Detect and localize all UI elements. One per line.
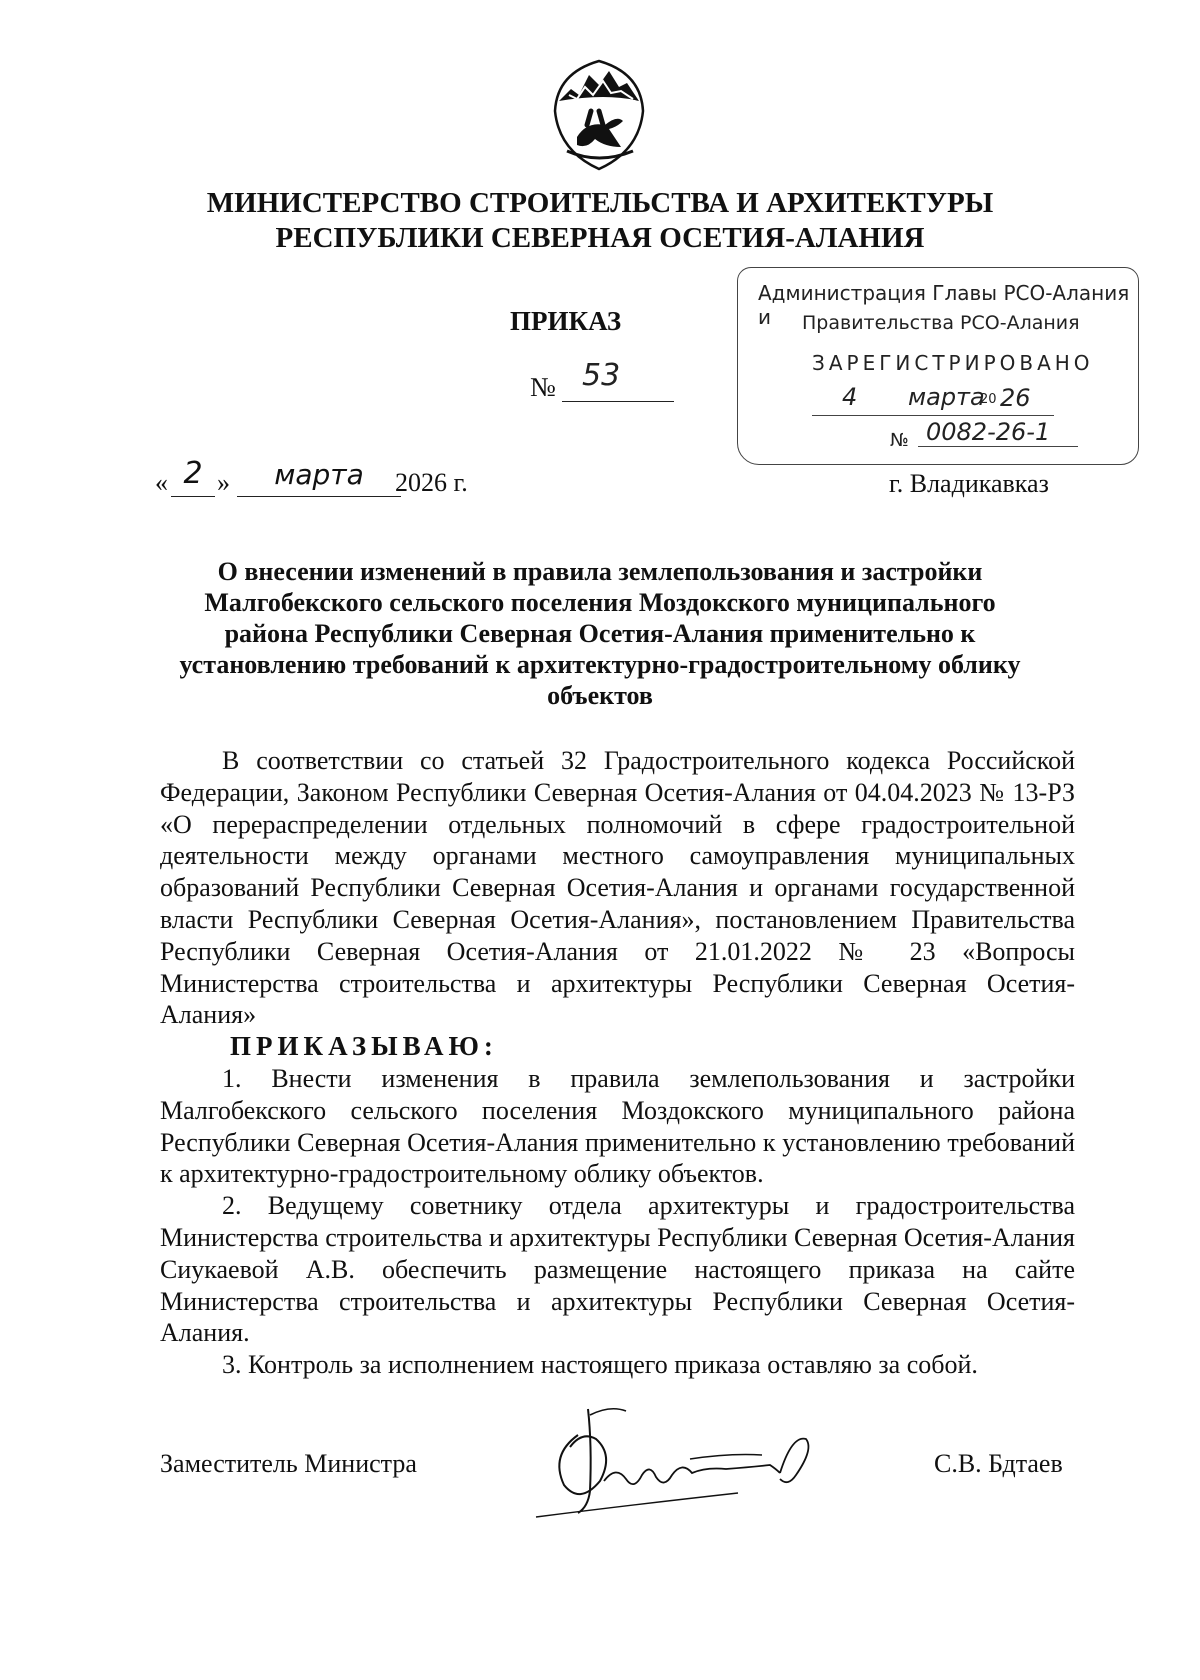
stamp-date	[812, 383, 1054, 416]
stamp-date-year-suffix: 26	[1000, 384, 1031, 412]
emblem-icon	[547, 55, 651, 173]
orders-word: ПРИКАЗЫВАЮ:	[230, 1031, 498, 1062]
stamp-line-1: Администрация Главы РСО-Алания и	[758, 281, 1130, 329]
handwritten-signature	[530, 1395, 860, 1525]
stamp-date-month: марта	[908, 383, 985, 411]
registration-stamp	[737, 267, 1139, 465]
ministry-header	[160, 186, 1040, 256]
subject-line-3: района Республики Северная Осетия-Алания применительно к	[224, 619, 976, 648]
order-item-1: 1. Внести изменения в правила землепользования и застройки Малгобекского сельского поселения Моздокского муниципального района Республики Северная Осетия-Алания применительно к установлению требований к архитектурно-градостроительному облику объектов.	[160, 1063, 1075, 1189]
date-close-quote: »	[217, 468, 230, 497]
subject-line-1: О внесении изменений в правила землепользования и застройки	[217, 557, 983, 586]
order-item-3: 3. Контроль за исполнением настоящего приказа оставляю за собой.	[222, 1350, 978, 1380]
stamp-date-day: 4	[842, 383, 858, 411]
ministry-line-2: РЕСПУБЛИКИ СЕВЕРНАЯ ОСЕТИЯ-АЛАНИЯ	[275, 222, 925, 254]
ministry-line-1: МИНИСТЕРСТВО СТРОИТЕЛЬСТВА И АРХИТЕКТУРЫ	[206, 187, 994, 219]
order-title: ПРИКАЗ	[510, 306, 622, 336]
date-month: марта	[237, 458, 401, 497]
signatory-title: Заместитель Министра	[160, 1449, 417, 1478]
date-open-quote: «	[155, 468, 168, 497]
order-number-label: №	[530, 372, 556, 402]
order-number-value: 53	[562, 358, 674, 402]
subject-line-5: объектов	[547, 681, 653, 710]
city: г. Владикавказ	[889, 469, 1049, 498]
stamp-line-2: Правительства РСО-Алания	[802, 312, 1080, 334]
subject-line-2: Малгобекского сельского поселения Моздокского муниципального	[204, 588, 996, 617]
stamp-date-year-prefix: 20	[980, 392, 997, 407]
preamble: В соответствии со статьей 32 Градостроительного кодекса Российской Федерации, Законом Республики Северная Осетия-Алания от 04.04.2023 № 13-РЗ «О перераспределении отдельных полномочий в сфере градостроительной деятельности между органами местного самоуправления муниципальных образований Республики Северная Осетия-Алания и органами государственной власти Республики Северная Осетия-Алания», постановлением Правительства Республики Северная Осетия-Алания от 21.01.2022 № 23 «Вопросы Министерства строительства и архитектуры Республики Северная Осетия-Алания»	[160, 746, 1075, 1030]
signatory-name: С.В. Бдтаев	[934, 1449, 1063, 1478]
order-body	[160, 745, 1075, 1381]
stamp-number-value: 0082-26-1	[918, 418, 1078, 447]
stamp-registered: ЗАРЕГИСТРИРОВАНО	[812, 351, 1094, 375]
stamp-number-label: №	[890, 430, 909, 451]
date-day: 2	[171, 456, 215, 497]
subject-line-4: установлению требований к архитектурно-градостроительному облику	[179, 650, 1021, 679]
date-year: 2026 г.	[395, 468, 468, 497]
order-item-2: 2. Ведущему советнику отдела архитектуры и градостроительства Министерства строительства и архитектуры Республики Северная Осетия-Алания Сиукаевой А.В. обеспечить размещение настоящего приказа на сайте Министерства строительства и архитектуры Республики Северная Осетия-Алания.	[160, 1191, 1075, 1348]
order-subject	[150, 556, 1050, 711]
